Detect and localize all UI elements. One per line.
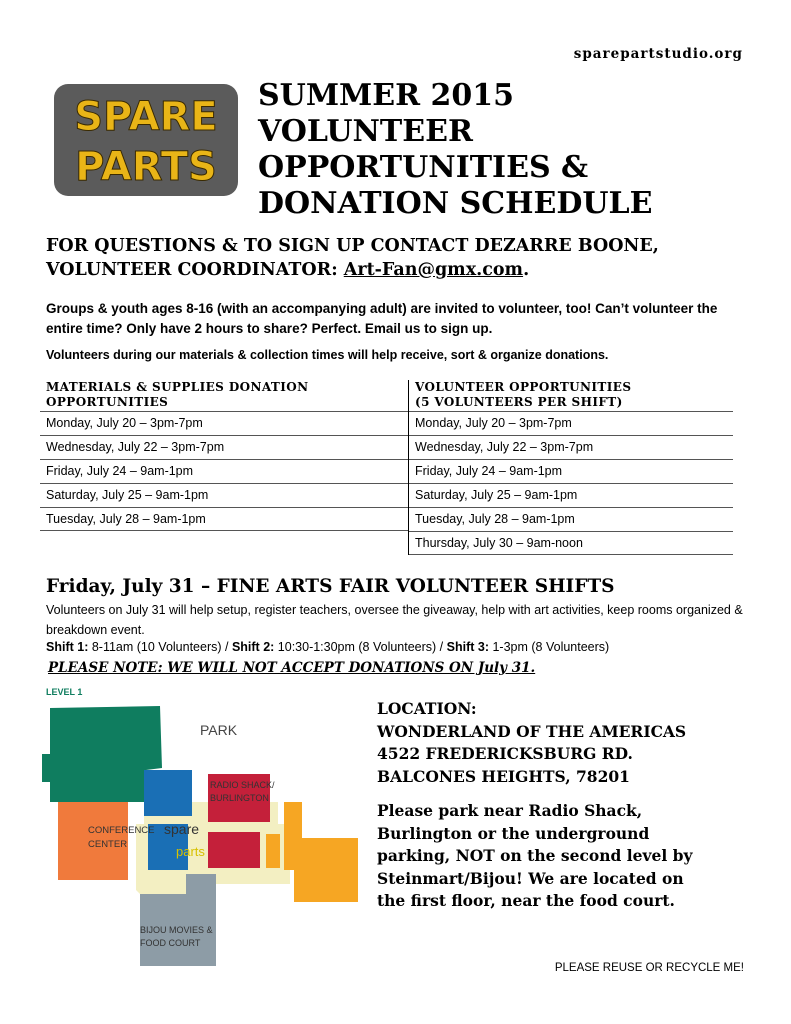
location-line: 4522 FREDERICKSBURG RD. [377, 744, 633, 763]
map-conference-label: CENTER [88, 839, 128, 850]
map-radioshack-label: BURLINGTON [210, 793, 269, 803]
volunteer-row: Monday, July 20 – 3pm-7pm [409, 411, 733, 435]
contact-suffix: . [523, 260, 530, 280]
parking-line: Steinmart/Bijou! We are located on [377, 868, 684, 888]
donations-header: MATERIALS & SUPPLIES DONATION OPPORTUNITIES [46, 380, 309, 409]
location-block [377, 698, 686, 788]
map-spare-label: spare [164, 821, 200, 837]
shift2-text: 10:30-1:30pm (8 Volunteers) / [274, 640, 447, 654]
store-block-yellow [284, 802, 358, 902]
volunteers-note: Volunteers during our materials & collection times will help receive, sort & organize donations. [46, 348, 609, 362]
shift1-text: 8-11am (10 Volunteers) / [88, 640, 232, 654]
mall-map [40, 684, 370, 974]
title-line: VOLUNTEER [258, 114, 473, 149]
volunteer-header: VOLUNTEER OPPORTUNITIES (5 VOLUNTEERS PER SHIFT) [415, 380, 632, 409]
map-bijou-label: FOOD COURT [140, 938, 201, 948]
volunteer-column [408, 380, 733, 555]
volunteer-row: Friday, July 24 – 9am-1pm [409, 459, 733, 483]
title-line: DONATION SCHEDULE [258, 186, 653, 221]
donation-row: Monday, July 20 – 3pm-7pm [40, 411, 408, 435]
donation-row: Friday, July 24 – 9am-1pm [40, 459, 408, 483]
map-park-label: PARK [200, 722, 238, 738]
map-level-label: LEVEL 1 [46, 687, 83, 697]
friday-description: Volunteers on July 31 will help setup, register teachers, oversee the giveaway, help with art activities, keep rooms organized & breakdown event. [46, 603, 743, 637]
donation-row: Tuesday, July 28 – 9am-1pm [40, 507, 408, 531]
map-bijou-label: BIJOU MOVIES & [140, 925, 213, 935]
logo-text-top: SPARE [74, 94, 218, 140]
location-line: BALCONES HEIGHTS, 78201 [377, 766, 630, 786]
donation-row: Wednesday, July 22 – 3pm-7pm [40, 435, 408, 459]
parking-instructions [377, 800, 692, 913]
logo-text-bottom: PARTS [75, 144, 217, 190]
store-block-blue [144, 770, 192, 816]
parking-line: parking, NOT on the second level by [377, 846, 693, 865]
email-link[interactable]: Art-Fan@gmx.com [343, 260, 524, 280]
parking-line: the first floor, near the food court. [377, 891, 675, 910]
shift1-label: Shift 1: [46, 640, 89, 654]
contact-block [46, 234, 659, 282]
map-conference-label: CONFERENCE [88, 825, 155, 836]
title-line: OPPORTUNITIES & [258, 150, 589, 185]
location-line: LOCATION: [377, 699, 477, 718]
store-block-red [208, 832, 260, 868]
groups-paragraph: Groups & youth ages 8-16 (with an accompanying adult) are invited to volunteer, too! Can’t volunteer the entire time? Only have 2 hours to share? Perfect. Email us to sign up. [46, 301, 718, 336]
volunteer-row: Thursday, July 30 – 9am-noon [409, 531, 733, 555]
volunteer-row: Tuesday, July 28 – 9am-1pm [409, 507, 733, 531]
shift-list [46, 640, 609, 654]
parking-line: Please park near Radio Shack, [377, 801, 643, 820]
shift3-label: Shift 3: [446, 640, 489, 654]
bijou-block [186, 874, 216, 898]
no-donations-note: PLEASE NOTE: WE WILL NOT ACCEPT DONATIONS ON July 31. [48, 660, 536, 676]
volunteer-row: Wednesday, July 22 – 3pm-7pm [409, 435, 733, 459]
spare-parts-logo [54, 84, 238, 196]
donation-row: Saturday, July 25 – 9am-1pm [40, 483, 408, 507]
donations-column [40, 380, 408, 531]
parking-line: Burlington or the underground [377, 823, 650, 843]
shift3-text: 1-3pm (8 Volunteers) [489, 640, 610, 654]
store-block-orange [266, 834, 280, 868]
page-title [258, 78, 652, 222]
map-radioshack-label: RADIO SHACK/ [210, 780, 275, 790]
shift2-label: Shift 2: [231, 640, 275, 654]
map-parts-label: parts [176, 844, 205, 859]
contact-line: FOR QUESTIONS & TO SIGN UP CONTACT DEZARRE BOONE, [46, 236, 659, 256]
volunteer-row: Saturday, July 25 – 9am-1pm [409, 483, 733, 507]
contact-prefix: VOLUNTEER COORDINATOR: [46, 260, 344, 280]
location-line: WONDERLAND OF THE AMERICAS [377, 721, 687, 741]
website-url: sparepartstudio.org [573, 46, 743, 62]
reuse-note: PLEASE REUSE OR RECYCLE ME! [554, 962, 744, 974]
friday-heading: Friday, July 31 – FINE ARTS FAIR VOLUNTEER SHIFTS [46, 576, 615, 597]
title-line: SUMMER 2015 [258, 78, 514, 113]
